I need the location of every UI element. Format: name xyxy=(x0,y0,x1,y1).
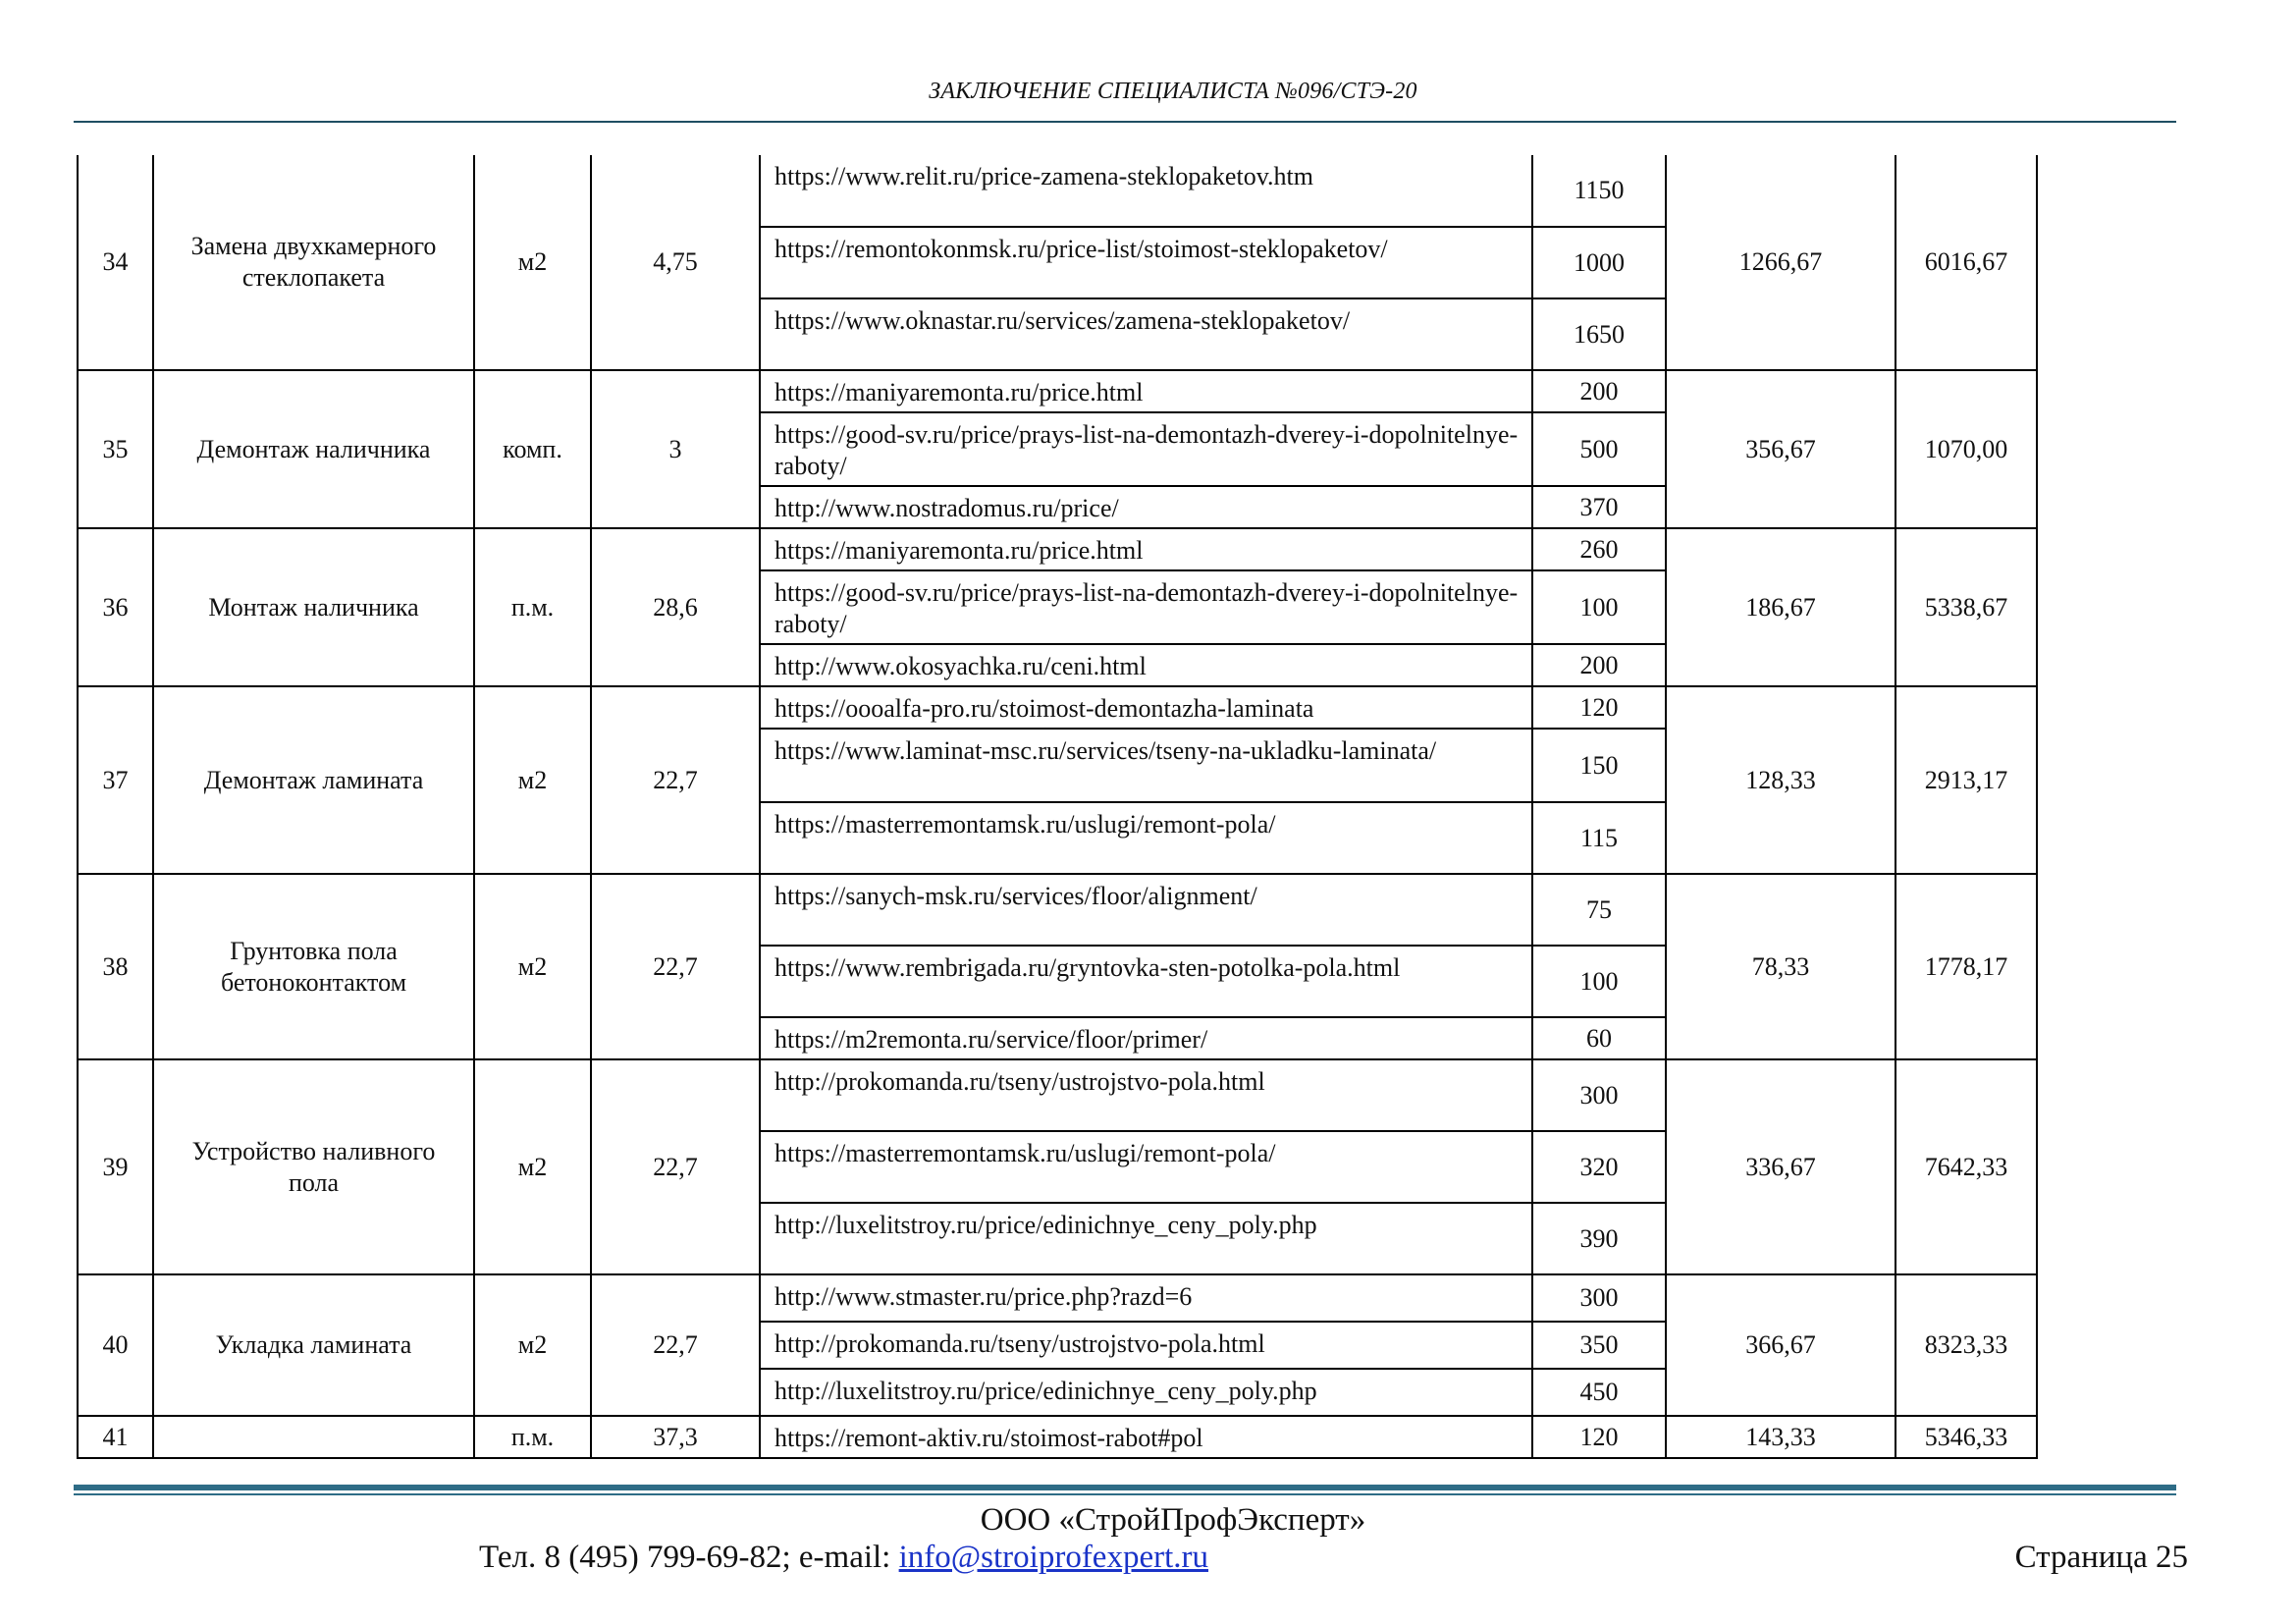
unit-cell: м2 xyxy=(474,155,591,370)
price-cell: 300 xyxy=(1532,1059,1666,1131)
source-url-cell[interactable]: https://remont-aktiv.ru/stoimost-rabot#pol xyxy=(760,1416,1532,1458)
source-url-cell[interactable]: https://sanych-msk.ru/services/floor/alignment/ xyxy=(760,874,1532,946)
total-cost-cell: 5346,33 xyxy=(1896,1416,2037,1458)
quantity-cell: 37,3 xyxy=(591,1416,760,1458)
source-url-cell[interactable]: https://www.rembrigada.ru/gryntovka-sten-potolka-pola.html xyxy=(760,946,1532,1017)
source-url-cell[interactable]: https://maniyaremonta.ru/price.html xyxy=(760,370,1532,412)
unit-cell: м2 xyxy=(474,686,591,874)
average-price-cell: 186,67 xyxy=(1666,528,1896,686)
row-number-cell: 37 xyxy=(78,686,153,874)
row-number-cell: 38 xyxy=(78,874,153,1059)
unit-cell: м2 xyxy=(474,874,591,1059)
source-url-cell[interactable]: http://prokomanda.ru/tseny/ustrojstvo-pola.html xyxy=(760,1059,1532,1131)
quantity-cell: 28,6 xyxy=(591,528,760,686)
source-url-cell[interactable]: https://masterremontamsk.ru/uslugi/remont-pola/ xyxy=(760,802,1532,874)
work-name-cell: Замена двухкамерного стеклопакета xyxy=(153,155,474,370)
quantity-cell: 3 xyxy=(591,370,760,528)
average-price-cell: 356,67 xyxy=(1666,370,1896,528)
page-number: Страница 25 xyxy=(2014,1540,2188,1575)
average-price-cell: 366,67 xyxy=(1666,1274,1896,1416)
source-url-cell[interactable]: http://prokomanda.ru/tseny/ustrojstvo-pola.html xyxy=(760,1322,1532,1369)
price-table xyxy=(77,155,2038,1459)
quantity-cell: 22,7 xyxy=(591,1059,760,1274)
footer-company-name: ООО «СтройПрофЭксперт» xyxy=(980,1502,1366,1538)
price-cell: 450 xyxy=(1532,1369,1666,1416)
source-url-cell[interactable]: http://luxelitstroy.ru/price/edinichnye_ceny_poly.php xyxy=(760,1203,1532,1274)
total-cost-cell: 6016,67 xyxy=(1896,155,2037,370)
source-url-cell[interactable]: https://m2remonta.ru/service/floor/primer/ xyxy=(760,1017,1532,1059)
quantity-cell: 22,7 xyxy=(591,874,760,1059)
total-cost-cell: 7642,33 xyxy=(1896,1059,2037,1274)
source-url-cell[interactable]: https://good-sv.ru/price/prays-list-na-demontazh-dverey-i-dopolnitelnye-raboty/ xyxy=(760,570,1532,644)
source-url-cell[interactable]: https://oooalfa-pro.ru/stoimost-demontazha-laminata xyxy=(760,686,1532,729)
price-cell: 320 xyxy=(1532,1131,1666,1203)
table-row xyxy=(78,370,2037,412)
source-url-cell[interactable]: https://www.laminat-msc.ru/services/tseny-na-ukladku-laminata/ xyxy=(760,729,1532,802)
footer-phone-text: Тел. 8 (495) 799-69-82; e-mail: xyxy=(479,1540,899,1575)
total-cost-cell: 5338,67 xyxy=(1896,528,2037,686)
unit-cell: п.м. xyxy=(474,528,591,686)
document-header-title: ЗАКЛЮЧЕНИЕ СПЕЦИАЛИСТА №096/СТЭ-20 xyxy=(929,79,1417,104)
price-cell: 200 xyxy=(1532,370,1666,412)
quantity-cell: 22,7 xyxy=(591,1274,760,1416)
work-name-cell: Демонтаж ламината xyxy=(153,686,474,874)
price-cell: 75 xyxy=(1532,874,1666,946)
work-name-cell: Устройство наливного пола xyxy=(153,1059,474,1274)
table-row xyxy=(78,155,2037,227)
source-url-cell[interactable]: https://remontokonmsk.ru/price-list/stoimost-steklopaketov/ xyxy=(760,227,1532,298)
quantity-cell: 4,75 xyxy=(591,155,760,370)
source-url-cell[interactable]: https://good-sv.ru/price/prays-list-na-demontazh-dverey-i-dopolnitelnye-raboty/ xyxy=(760,412,1532,486)
price-cell: 260 xyxy=(1532,528,1666,570)
header-divider xyxy=(74,121,2176,123)
price-cell: 120 xyxy=(1532,686,1666,729)
source-url-cell[interactable]: http://www.okosyachka.ru/ceni.html xyxy=(760,644,1532,686)
footer-contacts xyxy=(479,1540,1208,1576)
table-row xyxy=(78,1274,2037,1322)
row-number-cell: 41 xyxy=(78,1416,153,1458)
price-cell: 115 xyxy=(1532,802,1666,874)
source-url-cell[interactable]: http://luxelitstroy.ru/price/edinichnye_ceny_poly.php xyxy=(760,1369,1532,1416)
price-cell: 200 xyxy=(1532,644,1666,686)
price-cell: 1650 xyxy=(1532,298,1666,370)
price-cell: 1150 xyxy=(1532,155,1666,227)
table-row xyxy=(78,528,2037,570)
footer-email-link[interactable]: info@stroiprofexpert.ru xyxy=(898,1540,1208,1575)
unit-cell: м2 xyxy=(474,1059,591,1274)
price-cell: 500 xyxy=(1532,412,1666,486)
average-price-cell: 128,33 xyxy=(1666,686,1896,874)
price-cell: 370 xyxy=(1532,486,1666,528)
price-cell: 100 xyxy=(1532,946,1666,1017)
work-name-cell xyxy=(153,1416,474,1458)
total-cost-cell: 8323,33 xyxy=(1896,1274,2037,1416)
quantity-cell: 22,7 xyxy=(591,686,760,874)
total-cost-cell: 1778,17 xyxy=(1896,874,2037,1059)
average-price-cell: 143,33 xyxy=(1666,1416,1896,1458)
average-price-cell: 78,33 xyxy=(1666,874,1896,1059)
source-url-cell[interactable]: http://www.stmaster.ru/price.php?razd=6 xyxy=(760,1274,1532,1322)
unit-cell: комп. xyxy=(474,370,591,528)
total-cost-cell: 2913,17 xyxy=(1896,686,2037,874)
source-url-cell[interactable]: http://www.nostradomus.ru/price/ xyxy=(760,486,1532,528)
price-cell: 390 xyxy=(1532,1203,1666,1274)
unit-cell: п.м. xyxy=(474,1416,591,1458)
source-url-cell[interactable]: https://maniyaremonta.ru/price.html xyxy=(760,528,1532,570)
row-number-cell: 34 xyxy=(78,155,153,370)
footer-divider-thin xyxy=(74,1493,2176,1495)
footer-divider-thick xyxy=(74,1485,2176,1490)
price-cell: 120 xyxy=(1532,1416,1666,1458)
table-row xyxy=(78,1059,2037,1131)
source-url-cell[interactable]: https://www.relit.ru/price-zamena-steklopaketov.htm xyxy=(760,155,1532,227)
row-number-cell: 39 xyxy=(78,1059,153,1274)
work-name-cell: Монтаж наличника xyxy=(153,528,474,686)
row-number-cell: 40 xyxy=(78,1274,153,1416)
price-cell: 1000 xyxy=(1532,227,1666,298)
source-url-cell[interactable]: https://masterremontamsk.ru/uslugi/remont-pola/ xyxy=(760,1131,1532,1203)
source-url-cell[interactable]: https://www.oknastar.ru/services/zamena-steklopaketov/ xyxy=(760,298,1532,370)
price-cell: 350 xyxy=(1532,1322,1666,1369)
total-cost-cell: 1070,00 xyxy=(1896,370,2037,528)
work-name-cell: Демонтаж наличника xyxy=(153,370,474,528)
work-name-cell: Укладка ламината xyxy=(153,1274,474,1416)
price-cell: 150 xyxy=(1532,729,1666,802)
average-price-cell: 336,67 xyxy=(1666,1059,1896,1274)
row-number-cell: 36 xyxy=(78,528,153,686)
average-price-cell: 1266,67 xyxy=(1666,155,1896,370)
table-row xyxy=(78,1416,2037,1458)
unit-cell: м2 xyxy=(474,1274,591,1416)
work-name-cell: Грунтовка пола бетоноконтактом xyxy=(153,874,474,1059)
price-cell: 300 xyxy=(1532,1274,1666,1322)
price-cell: 60 xyxy=(1532,1017,1666,1059)
row-number-cell: 35 xyxy=(78,370,153,528)
price-cell: 100 xyxy=(1532,570,1666,644)
table-row xyxy=(78,874,2037,946)
table-row xyxy=(78,686,2037,729)
